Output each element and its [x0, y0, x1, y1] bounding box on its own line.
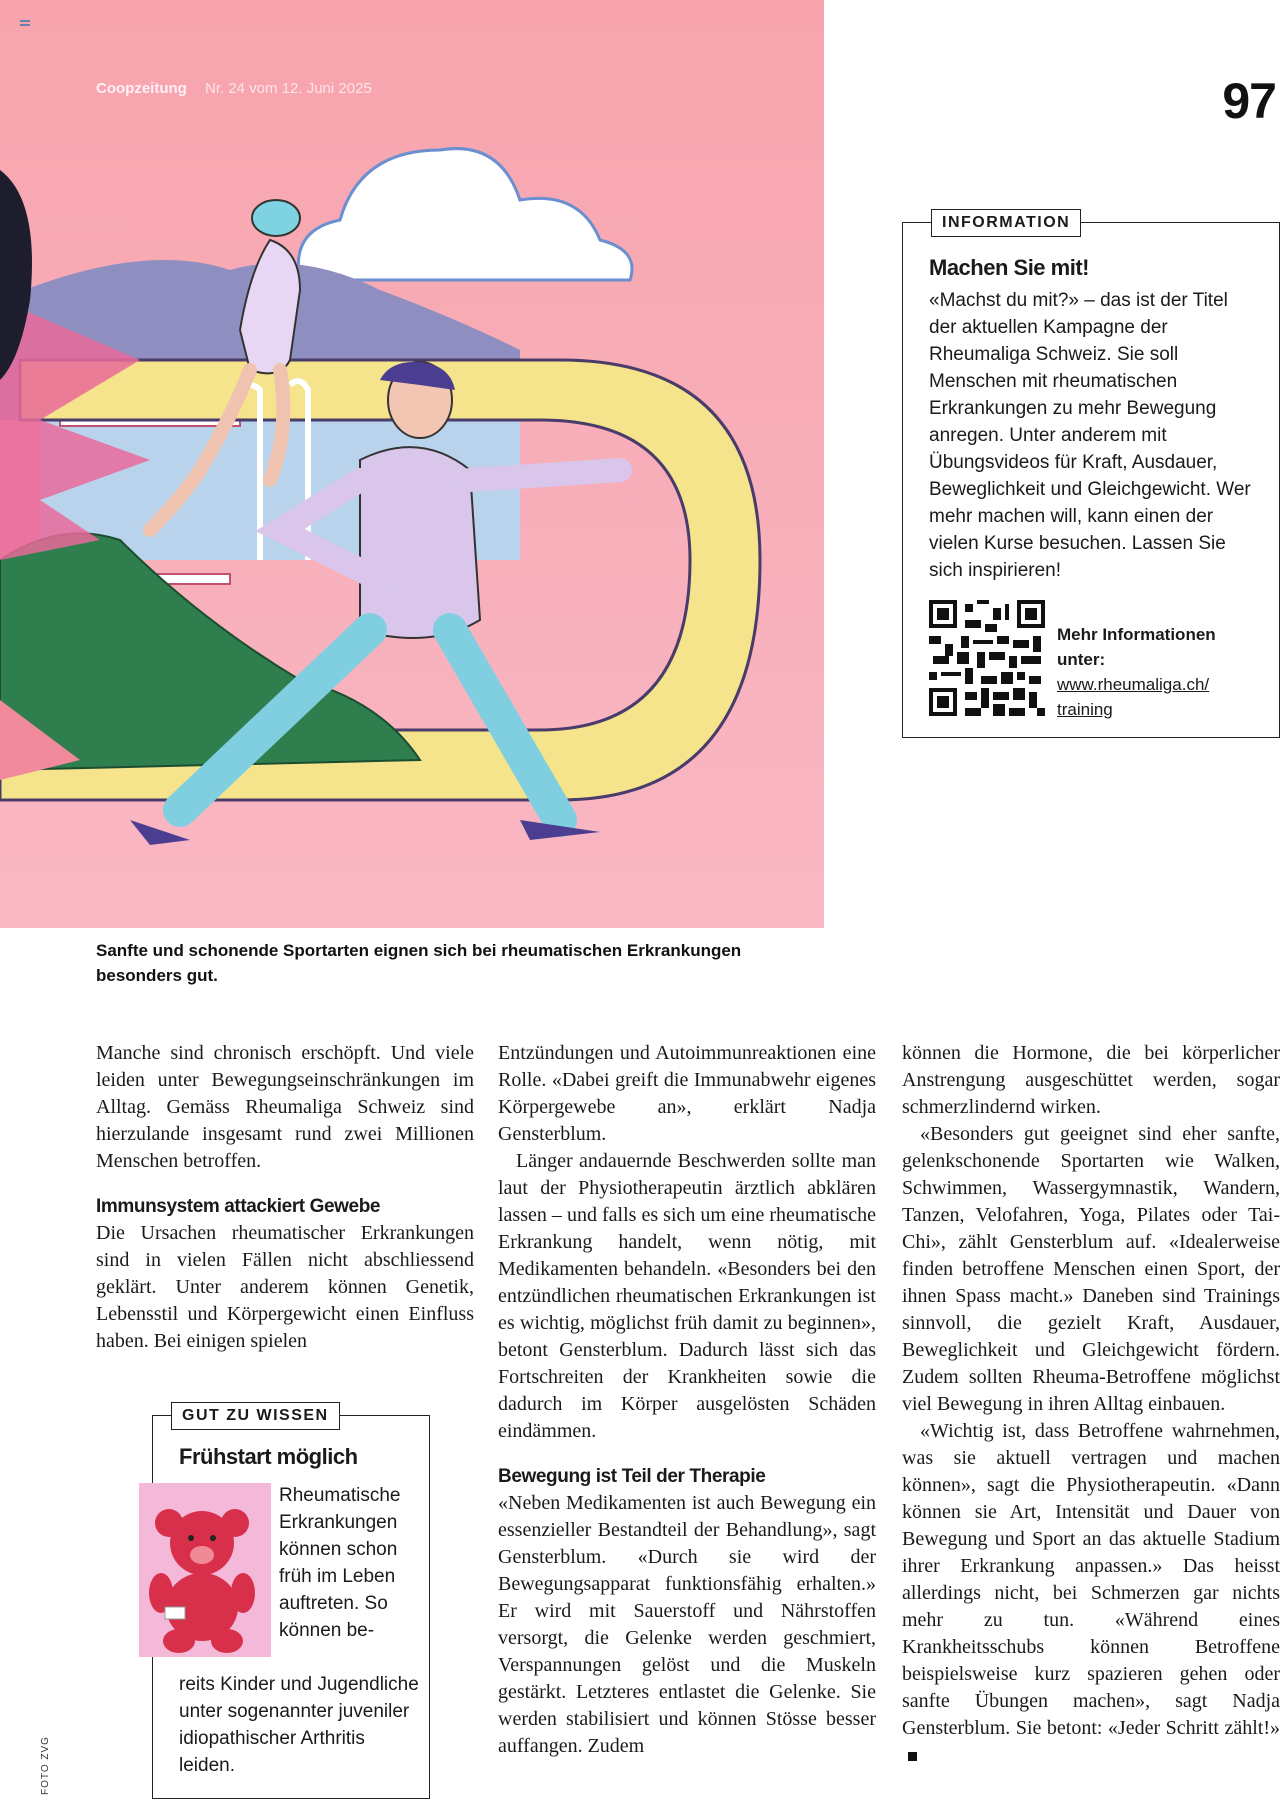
col3-paragraph-3-text: «Wichtig ist, dass Betroffene wahrnehmen, was sie aktuell vertragen und machen können», sagt die Physiotherapeutin. «Dann können sie Art, Intensität und Dauer von Bewegung und Sport an das aktuelle Stadium ihrer Erkrankung anpassen.» Das heisst allerdings nicht, bei Schmerzen gar nichts mehr zu tun. «Während eines Krankheitsschubs können Betroffene beispielsweise kurz spazieren gehen oder sanfte Übungen machen», sagt Nadja Gensterblum. Sie betont: «Jeder Schritt zählt!»	[902, 1420, 1280, 1739]
tip-text-bottom: reits Kinder und Jugendliche unter sogenannter juveniler idiopathischer Arthritis leiden.	[179, 1674, 419, 1776]
masthead-issue: Nr. 24 vom 12. Juni 2025	[205, 80, 372, 97]
col1-paragraph-1: Manche sind chronisch erschöpft. Und viele leiden unter Bewegungseinschränkungen im Alltag. Gemäss Rheumaliga Schweiz sind hierzulande insgesamt rund zwei Millionen Menschen betroffen.	[96, 1042, 474, 1172]
teddy-bear-icon	[139, 1483, 271, 1657]
rheumaliga-link[interactable]: www.rheumaliga.ch/ training	[1057, 675, 1210, 719]
subhead-bewegung: Bewegung ist Teil der Therapie	[498, 1466, 766, 1487]
qr-code-icon[interactable]	[929, 600, 1045, 716]
col3-paragraph-1: können die Hormone, die bei körperlicher Anstrengung ausgeschüttet werden, sogar schmerzlindernd wirken.	[902, 1042, 1280, 1118]
information-text: «Machst du mit?» – das ist der Titel der aktuellen Kampagne der Rheumaliga Schweiz. Sie soll Menschen mit rheumatischen Erkrankungen zu mehr Bewegung anregen. Unter anderem mit Übungsvideos für Kraft, Ausdauer, Beweglichkeit und Gleichgewicht. Wer mehr machen will, kann einen der vielen Kurse besuchen. Lassen Sie sich inspirieren!	[929, 290, 1251, 581]
qr-text	[1057, 622, 1257, 722]
masthead-brand: Coopzeitung	[96, 80, 187, 97]
article-column-3	[902, 1040, 1280, 1769]
article-column-2	[498, 1040, 876, 1760]
information-box	[902, 214, 1280, 738]
col2-paragraph-1: Entzündungen und Autoimmunreaktionen eine Rolle. «Dabei greift die Immunabwehr eigenes Körpergewebe an», erklärt Nadja Gensterblum.	[498, 1042, 876, 1145]
end-mark	[908, 1752, 917, 1761]
hero-illustration	[0, 0, 824, 928]
qr-heading: Mehr Informationen unter:	[1057, 625, 1216, 669]
tip-box	[152, 1407, 430, 1799]
hero-caption: Sanfte und schonende Sportarten eignen sich bei rheumatischen Erkrankungen besonders gut.	[96, 941, 742, 985]
col3-paragraph-2: «Besonders gut geeignet sind eher sanfte, gelenkschonende Sportarten wie Walken, Schwimmen, Wassergymnastik, Wandern, Tanzen, Velofahren, Yoga, Pilates oder Tai-Chi», zählt Gensterblum auf. «Idealerweise finden betroffene Menschen einen Sport, der ihnen Spass macht.» Daneben sind Trainings sinnvoll, die gezielt Kraft, Ausdauer, Beweglichkeit und Gleichgewicht fördern. Zudem sollten Rheuma-Betroffene möglichst viel Bewegung in ihren Alltag einbauen.	[902, 1123, 1280, 1415]
col2-paragraph-2: Länger andauernde Beschwerden sollte man laut der Physiotherapeutin ärztlich abklären lassen – und falls es sich um eine rheumatische Erkrankung handelt, wenn nötig, mit Medikamenten behandeln. «Besonders bei den entzündlichen rheumatischen Erkrankungen ist es wichtig, möglichst früh damit zu beginnen», betont Gensterblum. Dadurch lässt sich das Fortschreiten der Krankheiten sowie die dadurch im Körper ausgelösten Schäden eindämmen.	[498, 1150, 876, 1442]
menu-icon[interactable]	[20, 20, 30, 26]
article-column-1	[96, 1040, 474, 1355]
tip-tag: GUT ZU WISSEN	[171, 1402, 340, 1430]
information-title: Machen Sie mit!	[929, 255, 1089, 280]
photo-credit: FOTO ZVG	[40, 1736, 51, 1795]
col1-paragraph-2: Die Ursachen rheumatischer Erkrankungen sind in vielen Fällen nicht abschliessend geklärt. Unter anderem können Genetik, Lebensstil und Körpergewicht einen Einfluss haben. Bei einigen spielen	[96, 1222, 474, 1352]
tip-title: Frühstart möglich	[179, 1444, 358, 1469]
qr-row	[929, 600, 1257, 722]
col2-paragraph-3: «Neben Medikamenten ist auch Bewegung ein essenzieller Bestandteil der Behandlung», sagt Gensterblum. «Durch sie wird der Bewegungsapparat funktionsfähig erhalten.» Er wird mit Sauerstoff und Nährstoffen versorgt, die Gelenke werden geschmiert, Verspannungen gelöst und die Muskeln gestärkt. Letzteres entlastet die Gelenke. Sie werden stabilisiert und können Stösse besser auffangen. Zudem	[498, 1492, 876, 1757]
masthead	[96, 80, 372, 97]
page-number: 97	[1222, 73, 1276, 129]
information-tag: INFORMATION	[931, 209, 1081, 237]
subhead-immunsystem: Immunsystem attackiert Gewebe	[96, 1196, 381, 1217]
col3-paragraph-3	[902, 1418, 1280, 1769]
tip-text-right: Rheumatische Erkrankungen können schon früh im Leben auftreten. So können be-	[279, 1485, 401, 1641]
